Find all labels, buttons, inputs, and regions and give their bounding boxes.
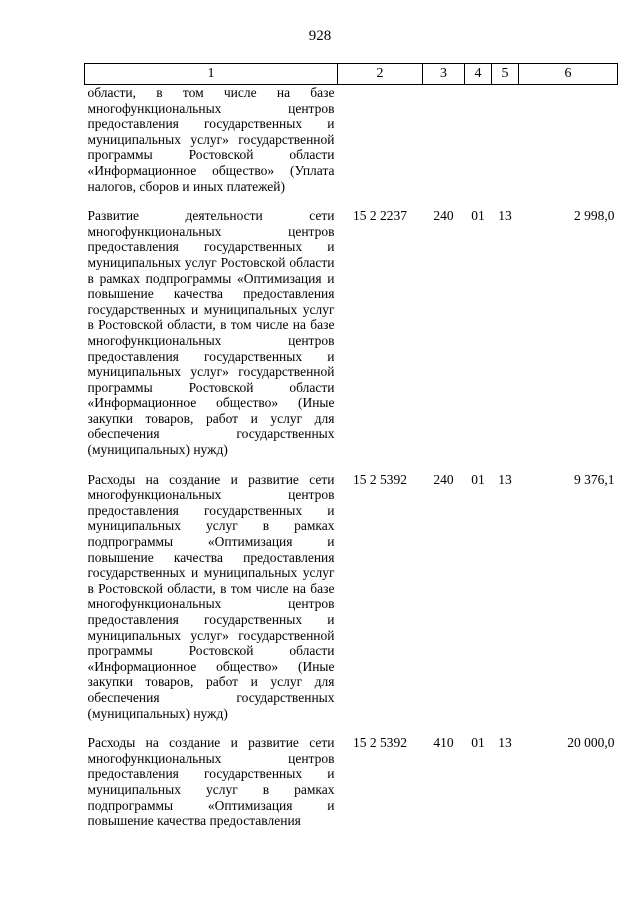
header-col-1: 1: [85, 64, 338, 85]
row-description: Расходы на создание и развитие сети многофункциональных центров предоставления государственных и муниципальных услуг в рамках подпрограммы «Оптимизация и повышение качества предоставления государственных и муниципальных услуг в Ростовской области, в том числе на базе многофункциональных центров предоставления государственных и муниципальных услуг» государственной программы Ростовской области «Информационное общество» (Иные закупки товаров, работ и услуг для обеспечения государственных (муниципальных) нужд): [87, 471, 335, 721]
row-description: Расходы на создание и развитие сети многофункциональных центров предоставления государственных и муниципальных услуг в рамках подпрограммы «Оптимизация и повышение качества предоставления: [87, 735, 335, 829]
row-pr-code: [492, 85, 519, 195]
row-amount: 9 376,1: [574, 471, 615, 487]
row-amount: 20 000,0: [567, 735, 615, 751]
table-row: [85, 472, 618, 722]
row-rz-code: 01: [471, 471, 485, 487]
table-row: [85, 85, 618, 195]
header-col-6: 6: [519, 64, 618, 85]
row-pr-code: 13: [498, 471, 512, 487]
row-rz-code: [465, 85, 492, 195]
row-rz-code: 01: [471, 208, 485, 224]
row-rz-code: 01: [471, 735, 485, 751]
table-row: [85, 735, 618, 829]
row-amount: 2 998,0: [574, 208, 615, 224]
table-header-row: [85, 64, 618, 85]
row-pr-code: 13: [498, 208, 512, 224]
row-description: Развитие деятельности сети многофункциональных центров предоставления государственных и муниципальных услуг Ростовской области в рамках подпрограммы «Оптимизация и повышение качества предоставления государственных и муниципальных услуг в Ростовской области, в том числе на базе многофункциональных центров предоставления государственных и муниципальных услуг» государственной программы Ростовской области «Информационное общество» (Иные закупки товаров, работ и услуг для обеспечения государственных (муниципальных) нужд): [87, 208, 335, 458]
row-csr-code: 15 2 2237: [353, 208, 407, 224]
header-col-4: 4: [465, 64, 492, 85]
row-vr-code: 240: [433, 208, 454, 224]
page-number: 928: [308, 28, 332, 44]
row-vr-code: 240: [433, 471, 454, 487]
header-col-2: 2: [338, 64, 423, 85]
row-csr-code: [338, 85, 423, 195]
row-description: области, в том числе на базе многофункциональных центров предоставления государственных и муниципальных услуг» государственной программы Ростовской области «Информационное общество» (Уплата налогов, сборов и иных платежей): [87, 85, 335, 194]
row-vr-code: 410: [433, 735, 454, 751]
budget-table: [84, 63, 618, 829]
row-amount: [519, 85, 618, 195]
row-pr-code: 13: [498, 735, 512, 751]
header-col-5: 5: [492, 64, 519, 85]
row-csr-code: 15 2 5392: [353, 471, 407, 487]
row-vr-code: [423, 85, 465, 195]
row-csr-code: 15 2 5392: [353, 735, 407, 751]
header-col-3: 3: [423, 64, 465, 85]
table-row: [85, 208, 618, 458]
